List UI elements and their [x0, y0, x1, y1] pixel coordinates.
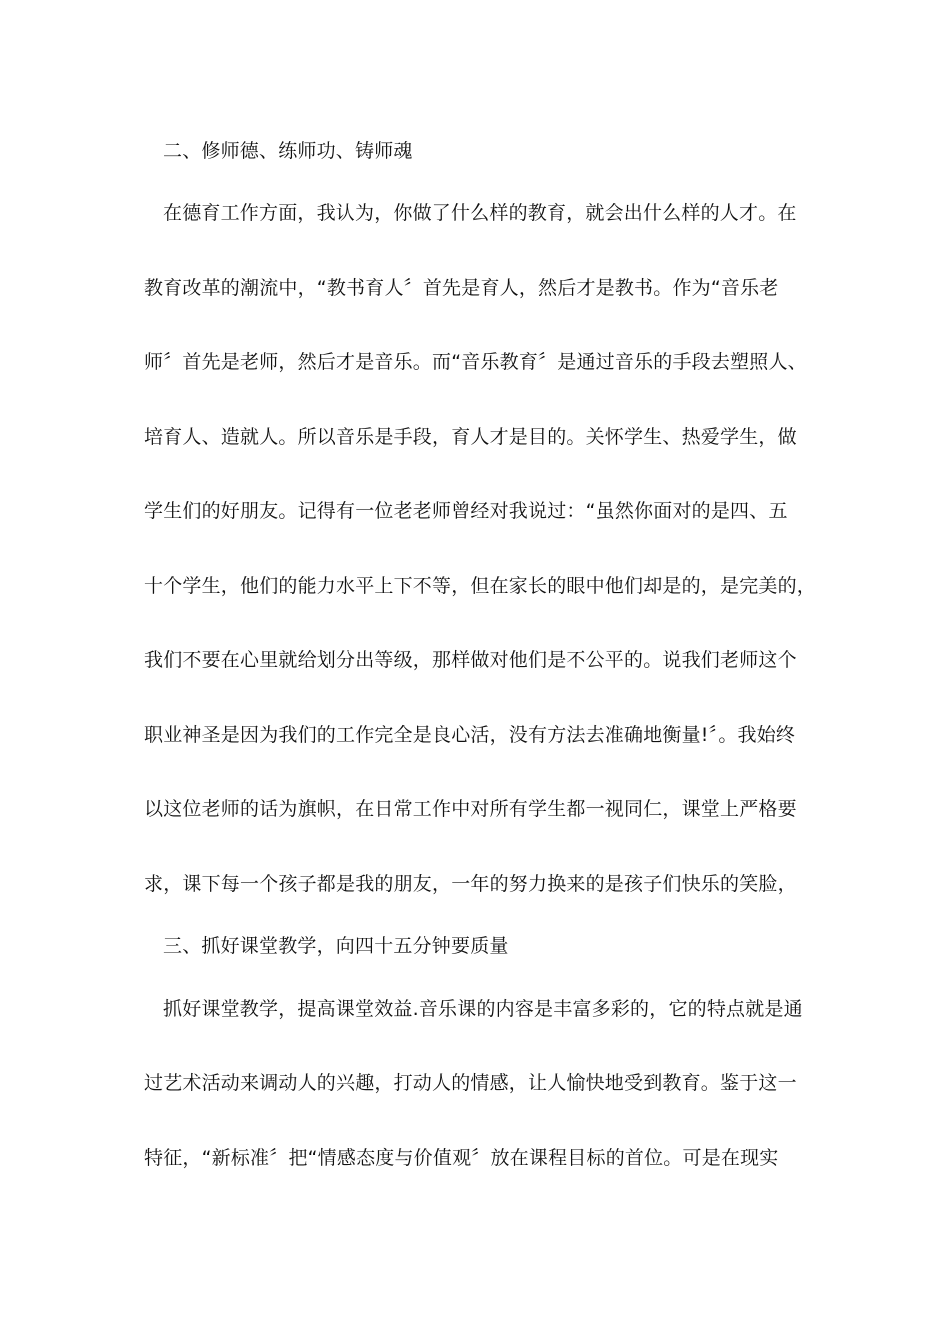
paragraph-line: 特征，“新标准〞把“情感态度与价值观〞放在课程目标的首位。可是在现实 [144, 1147, 779, 1169]
paragraph-line: 职业神圣是因为我们的工作完全是良心活，没有方法去准确地衡量!〞。我始终 [144, 724, 796, 746]
paragraph-line: 过艺术活动来调动人的兴趣，打动人的情感，让人愉快地受到教育。鉴于这一 [144, 1072, 797, 1094]
paragraph-line: 以这位老师的话为旗帜，在日常工作中对所有学生都一视同仁，课堂上严格要 [144, 798, 797, 820]
section-3-heading: 三、抓好课堂教学，向四十五分钟要质量 [163, 935, 509, 957]
paragraph-line: 师〞首先是老师，然后才是音乐。而“音乐教育〞是通过音乐的手段去塑照人、 [144, 351, 807, 373]
paragraph-line: 求，课下每一个孩子都是我的朋友，一年的努力换来的是孩子们快乐的笑脸， [144, 873, 797, 895]
paragraph-line: 在德育工作方面，我认为，你做了什么样的教育，就会出什么样的人才。在 [163, 202, 797, 224]
paragraph-line: 十个学生，他们的能力水平上下不等，但在家长的眼中他们却是的，是完美的， [144, 575, 817, 597]
paragraph-line: 抓好课堂教学，提高课堂效益.音乐课的内容是丰富多彩的，它的特点就是通 [163, 998, 803, 1020]
paragraph-line: 培育人、造就人。所以音乐是手段，育人才是目的。关怀学生、热爱学生，做 [144, 426, 797, 448]
paragraph-line: 教育改革的潮流中，“教书育人〞首先是育人，然后才是教书。作为“音乐老 [144, 277, 779, 299]
paragraph-line: 我们不要在心里就给划分出等级，那样做对他们是不公平的。说我们老师这个 [144, 649, 797, 671]
paragraph-line: 学生们的好朋友。记得有一位老老师曾经对我说过：“虽然你面对的是四、五 [144, 500, 788, 522]
section-2-heading: 二、修师德、练师功、铸师魂 [163, 140, 413, 162]
